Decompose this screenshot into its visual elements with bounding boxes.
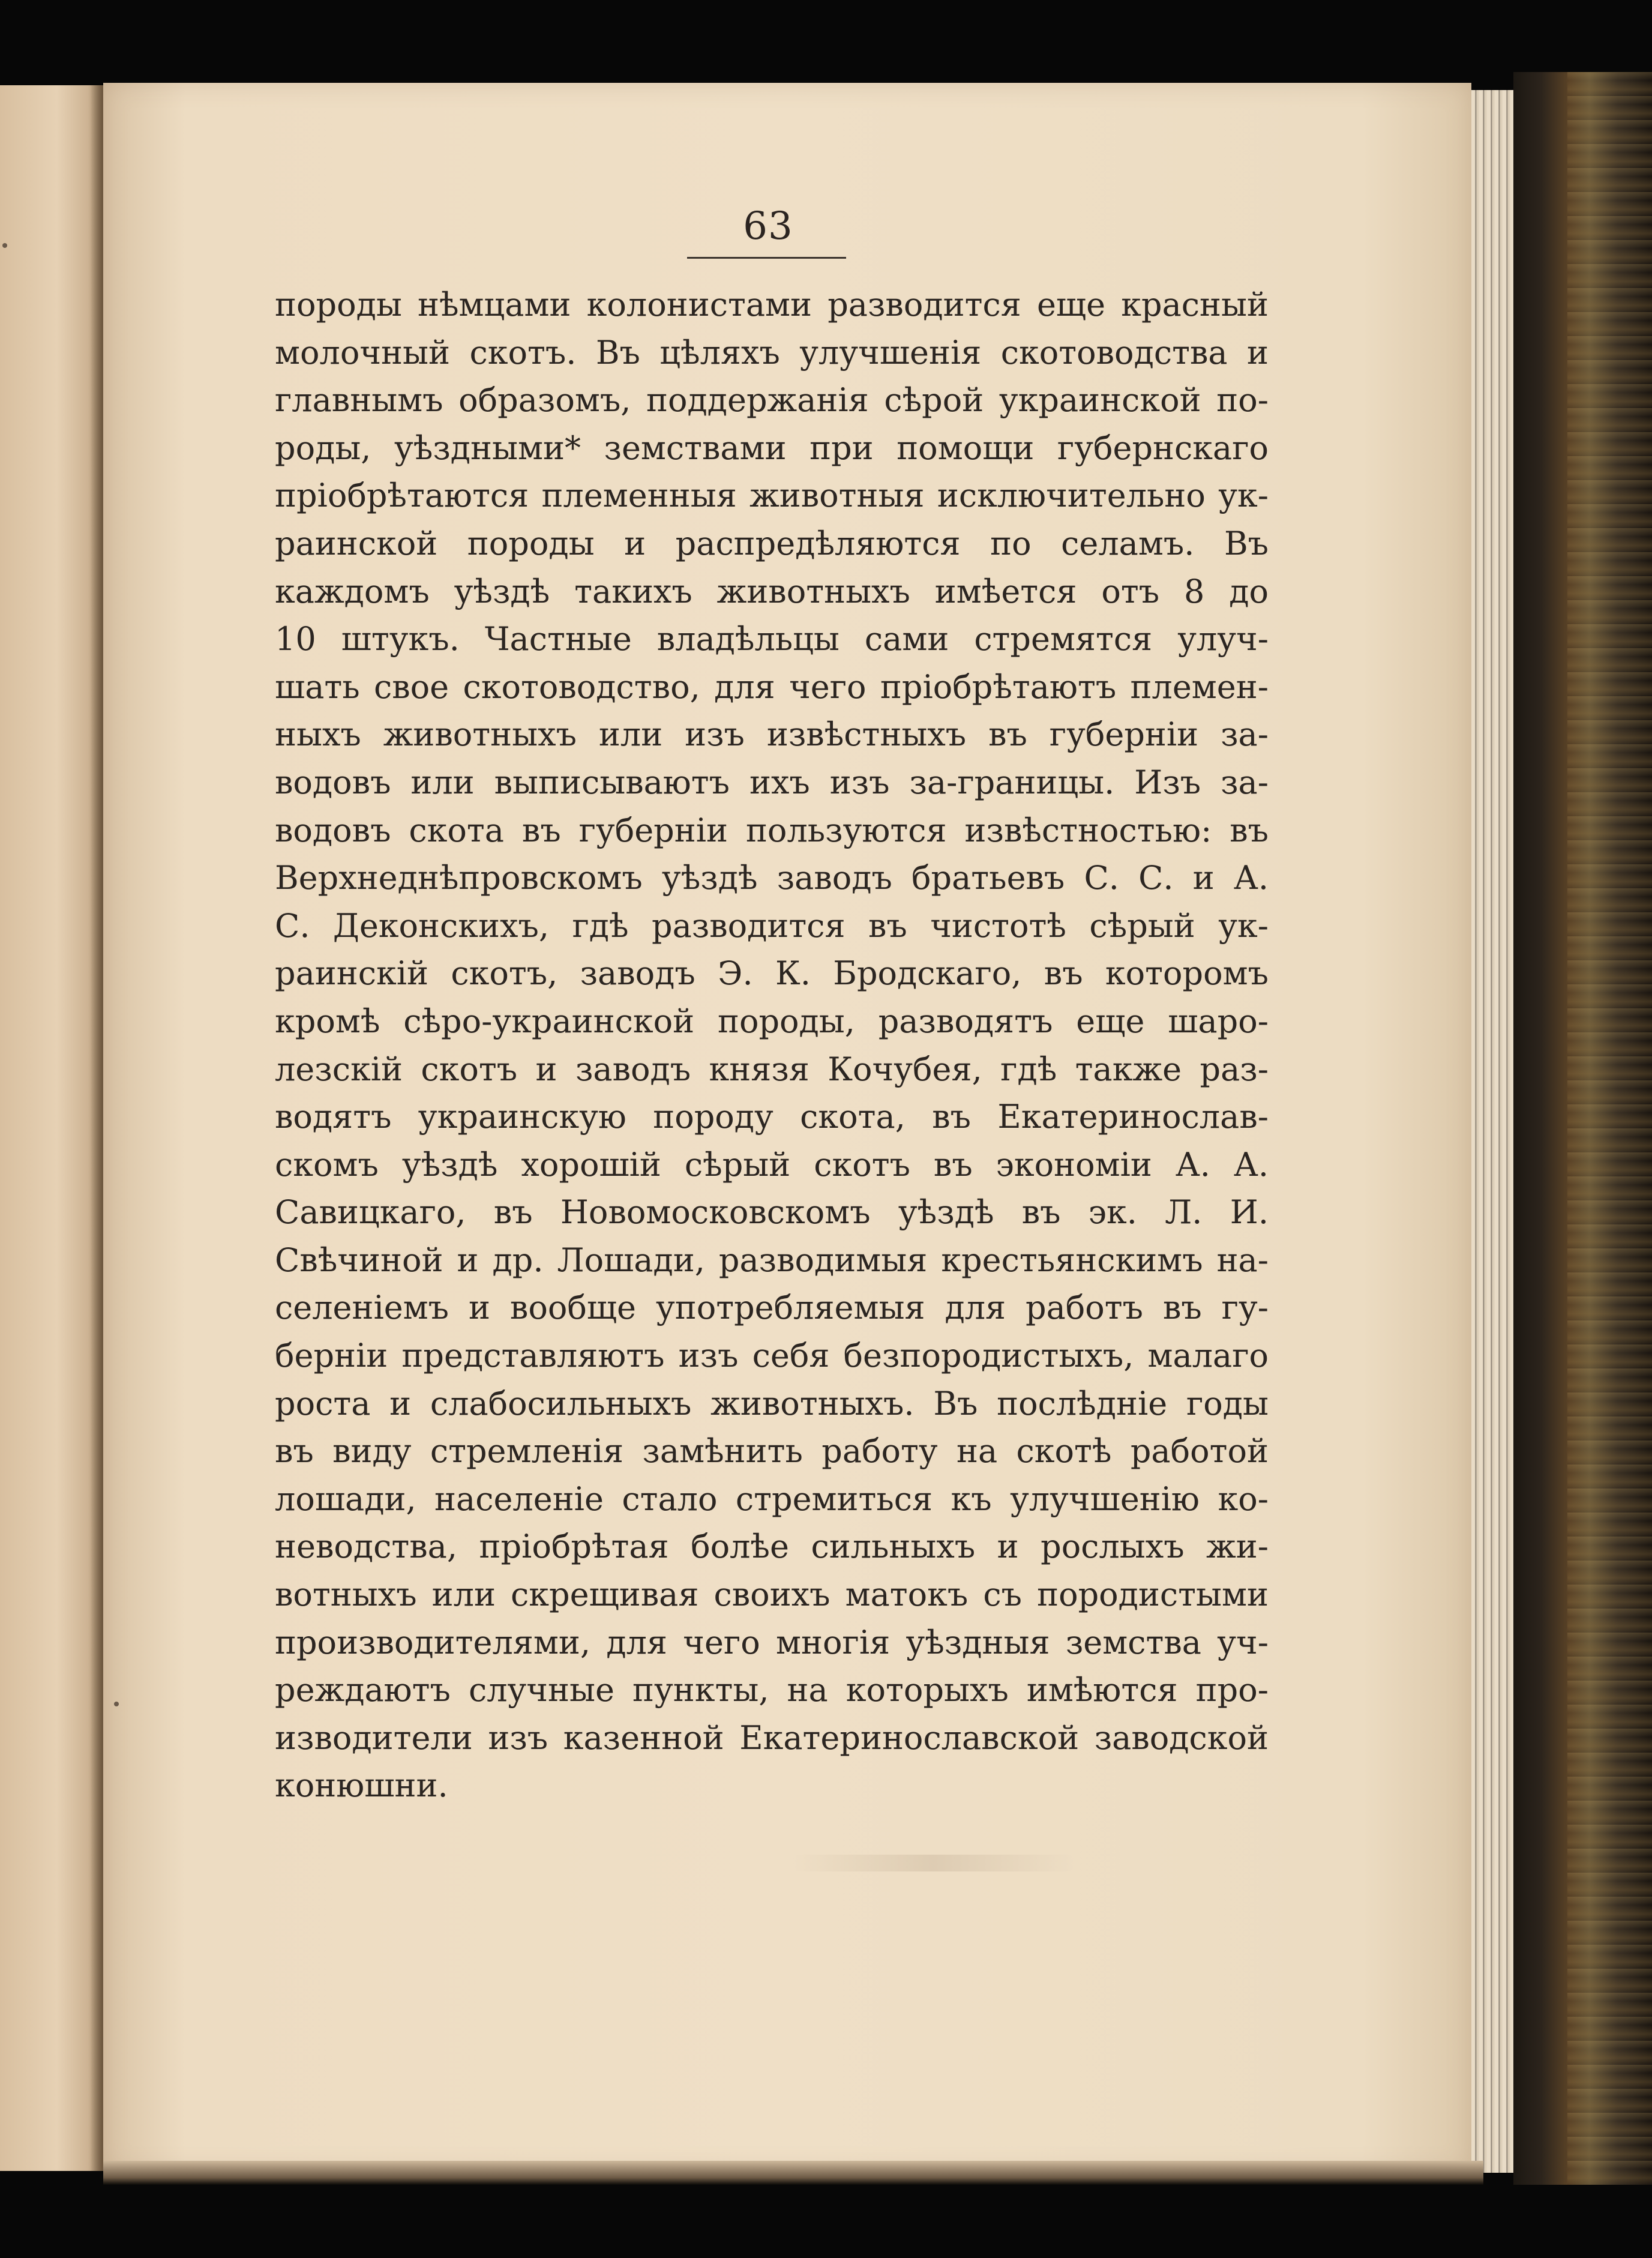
text-line: породы нѣмцами колонистами разводится еще красный bbox=[275, 286, 1269, 324]
text-line: Савицкаго, въ Новомосковскомъ уѣздѣ въ эк. Л. И. bbox=[275, 1193, 1269, 1232]
text-line: главнымъ образомъ, поддержанія сѣрой украинской по- bbox=[275, 381, 1269, 420]
text-line: берніи представляютъ изъ себя безпородистыхъ, малаго bbox=[275, 1337, 1269, 1375]
text-line: молочный скотъ. Въ цѣляхъ улучшенія скотоводства и bbox=[275, 333, 1269, 372]
text-line: пріобрѣтаются племенныя животныя исключительно ук- bbox=[275, 477, 1269, 515]
text-line: Верхнеднѣпровскомъ уѣздѣ заводъ братьевъ С. С. и А. bbox=[275, 859, 1269, 897]
text-line: неводства, пріобрѣтая болѣе сильныхъ и рослыхъ жи- bbox=[275, 1528, 1269, 1566]
page-number-rule bbox=[687, 257, 846, 259]
text-line: шать свое скотоводство, для чего пріобрѣтаютъ племен- bbox=[275, 667, 1269, 706]
margin-speck bbox=[114, 1702, 119, 1706]
text-line: 10 штукъ. Частные владѣльцы сами стремятся улуч- bbox=[275, 620, 1269, 658]
text-line: кромѣ сѣро-украинской породы, разводятъ еще шаро- bbox=[275, 1002, 1269, 1040]
page-number: 63 bbox=[743, 204, 793, 248]
page-stack-edge bbox=[1471, 90, 1513, 2173]
text-line: раинскій скотъ, заводъ Э. К. Бродскаго, въ которомъ bbox=[275, 954, 1269, 993]
text-line: роды, уѣздными* земствами при помощи губернскаго bbox=[275, 429, 1269, 467]
text-line: лезскій скотъ и заводъ князя Кочубея, гдѣ также раз- bbox=[275, 1050, 1269, 1088]
text-line: ныхъ животныхъ или изъ извѣстныхъ въ губерніи за- bbox=[275, 715, 1269, 754]
faint-offset-mark bbox=[792, 1855, 1074, 1871]
margin-speck bbox=[2, 243, 7, 248]
text-line: водовъ скота въ губерніи пользуются извѣстностью: въ bbox=[275, 811, 1269, 849]
text-line: водятъ украинскую породу скота, въ Екатеринослав- bbox=[275, 1098, 1269, 1136]
text-line: конюшни. bbox=[275, 1766, 448, 1805]
text-line: Свѣчиной и др. Лошади, разводимыя крестьянскимъ на- bbox=[275, 1241, 1269, 1279]
text-line: селеніемъ и вообще употребляемыя для работъ въ гу- bbox=[275, 1289, 1269, 1327]
previous-page-edge bbox=[0, 85, 103, 2171]
text-line: лошади, населеніе стало стремиться къ улучшенію ко- bbox=[275, 1480, 1269, 1518]
page-bottom-edge bbox=[103, 2161, 1483, 2185]
text-line: въ виду стремленія замѣнить работу на скотѣ работой bbox=[275, 1432, 1269, 1471]
text-line: производителями, для чего многія уѣздныя земства уч- bbox=[275, 1623, 1269, 1661]
text-line: раинской породы и распредѣляются по селамъ. Въ bbox=[275, 524, 1269, 562]
text-line: скомъ уѣздѣ хорошій сѣрый скотъ въ экономіи А. А. bbox=[275, 1145, 1269, 1184]
book-cover-edge bbox=[1513, 72, 1652, 2185]
text-line: вотныхъ или скрещивая своихъ матокъ съ породистыми bbox=[275, 1576, 1269, 1614]
text-line: изводители изъ казенной Екатеринославской заводской bbox=[275, 1718, 1269, 1757]
body-text bbox=[275, 281, 1269, 1810]
text-line: роста и слабосильныхъ животныхъ. Въ послѣдніе годы bbox=[275, 1384, 1269, 1423]
text-line: С. Деконскихъ, гдѣ разводится въ чистотѣ сѣрый ук- bbox=[275, 906, 1269, 945]
text-line: каждомъ уѣздѣ такихъ животныхъ имѣется отъ 8 до bbox=[275, 572, 1269, 610]
text-line: водовъ или выписываютъ ихъ изъ за-границы. Изъ за- bbox=[275, 763, 1269, 801]
text-line: реждаютъ случные пункты, на которыхъ имѣются про- bbox=[275, 1671, 1269, 1709]
